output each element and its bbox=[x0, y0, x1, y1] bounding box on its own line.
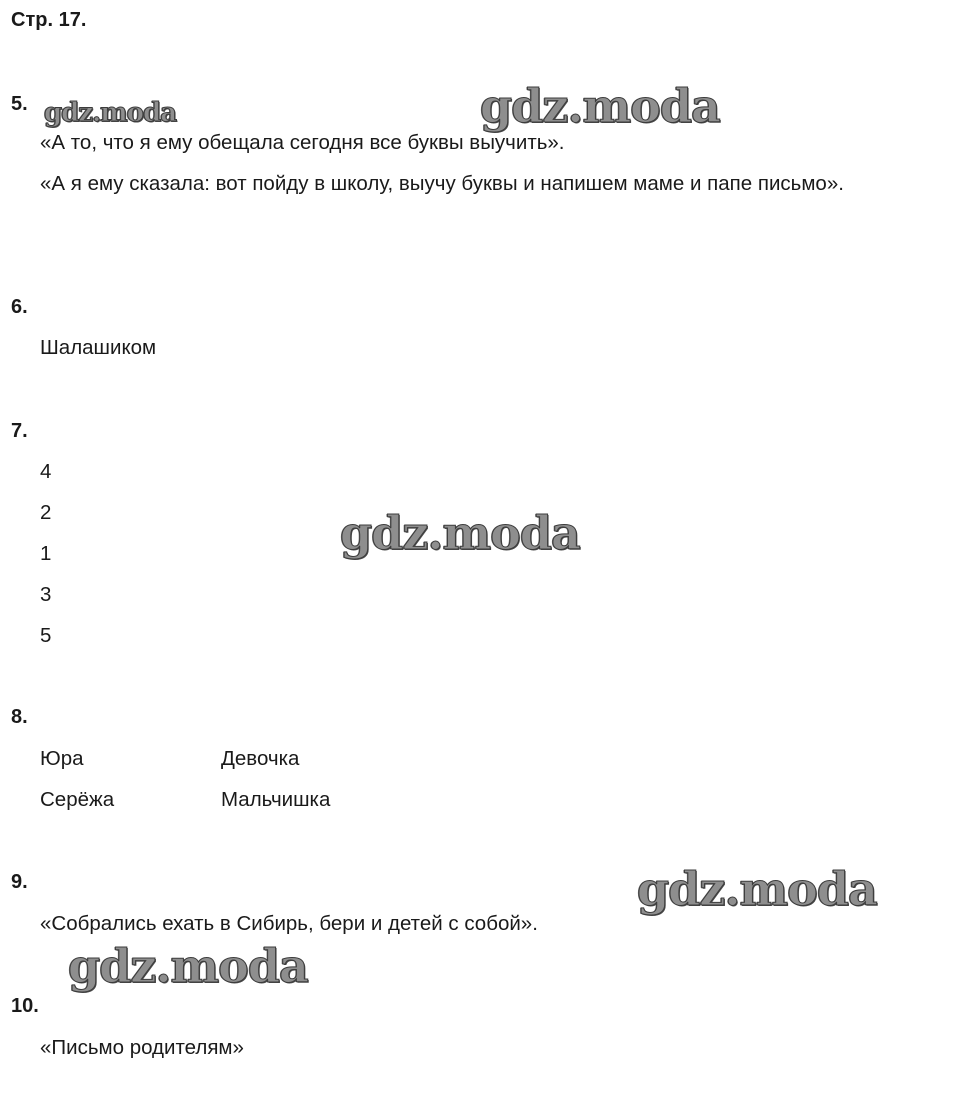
answer-9: «Собрались ехать в Сибирь, бери и детей с собой». bbox=[40, 912, 538, 935]
answer-5-paragraph-2: «А я ему сказала: вот пойду в школу, выучу буквы и напишем маме и папе письмо». bbox=[40, 172, 844, 195]
question-number-10: 10. bbox=[11, 995, 39, 1017]
answer-5-line-1: «А то, что я ему обещала сегодня все буквы выучить». bbox=[40, 131, 565, 154]
answer-8-word: Мальчишка bbox=[221, 788, 331, 811]
question-number-6: 6. bbox=[11, 296, 28, 318]
watermark-logo: gdz.moda bbox=[340, 506, 580, 560]
question-number-9: 9. bbox=[11, 871, 28, 893]
answer-7-item: 2 bbox=[40, 501, 52, 524]
answer-8-name: Серёжа bbox=[40, 788, 115, 811]
answer-7-item: 4 bbox=[40, 460, 52, 483]
answer-7-item: 5 bbox=[40, 624, 52, 647]
watermark-logo: gdz.moda bbox=[480, 79, 720, 133]
watermark-logo: gdz.moda bbox=[68, 939, 308, 993]
answer-6: Шалашиком bbox=[40, 336, 157, 359]
watermark-logo: gdz.moda bbox=[637, 862, 877, 916]
page-number-header: Стр. 17. bbox=[11, 9, 87, 31]
answer-7-item: 1 bbox=[40, 542, 52, 565]
question-number-8: 8. bbox=[11, 706, 28, 728]
question-number-5: 5. bbox=[11, 93, 28, 115]
watermark-logo: gdz.moda bbox=[44, 98, 177, 128]
answer-8-word: Девочка bbox=[221, 747, 300, 770]
answer-7-item: 3 bbox=[40, 583, 52, 606]
answer-10: «Письмо родителям» bbox=[40, 1036, 244, 1059]
question-number-7: 7. bbox=[11, 420, 28, 442]
answer-8-name: Юра bbox=[40, 747, 84, 770]
